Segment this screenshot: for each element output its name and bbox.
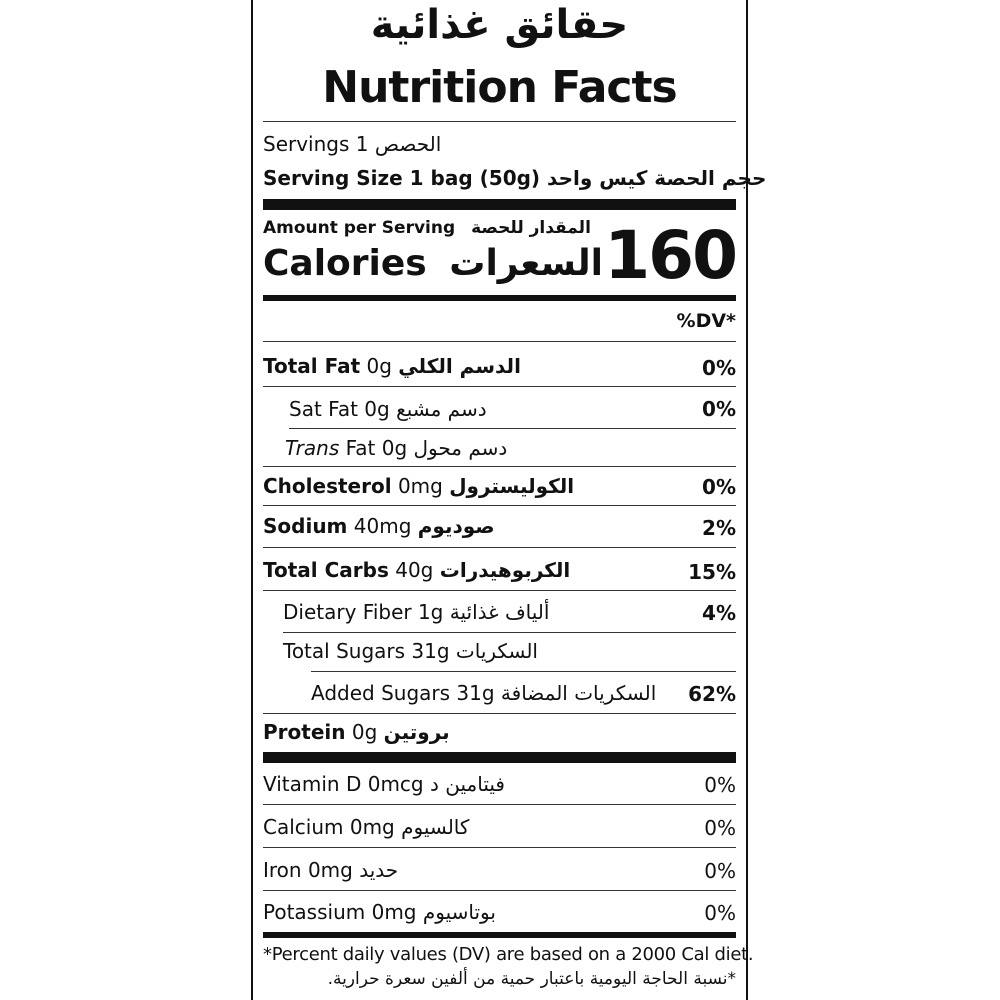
trans-fat-label: Fat 0g — [345, 436, 408, 460]
divider — [263, 713, 736, 714]
sodium-label-ar: صوديوم — [417, 514, 495, 538]
total-sugars-label-ar: السكريات — [455, 639, 538, 663]
cholesterol-label: Cholesterol — [263, 474, 392, 498]
protein-row — [263, 720, 450, 744]
amount-per-serving-label: Amount per Serving — [263, 218, 456, 238]
divider — [263, 890, 736, 891]
fiber-dv: 4% — [702, 601, 736, 625]
vitamin-dv: 0% — [704, 859, 736, 883]
sat-fat-label-ar: دسم مشبع — [396, 397, 487, 421]
vitamin-dv: 0% — [704, 901, 736, 925]
total-fat-label: Total Fat — [263, 354, 361, 378]
vitamin-row — [263, 815, 469, 839]
serving-size-label: Serving Size 1 bag (50g) — [263, 166, 541, 190]
calories-label: Calories — [263, 243, 427, 284]
trans-fat-row — [285, 436, 507, 460]
cholesterol-row — [263, 474, 574, 498]
servings-row — [263, 132, 441, 156]
divider — [263, 341, 736, 342]
added-sugars-dv: 62% — [688, 682, 736, 706]
sodium-amount: 40mg — [353, 514, 412, 538]
cholesterol-amount: 0mg — [397, 474, 443, 498]
vitamin-dv: 0% — [704, 773, 736, 797]
divider — [263, 386, 736, 387]
added-sugars-label: Added Sugars 31g — [311, 681, 495, 705]
total-fat-amount: 0g — [366, 354, 392, 378]
divider — [289, 428, 736, 429]
title-english: Nutrition Facts — [322, 62, 677, 113]
sodium-row — [263, 514, 495, 538]
divider — [311, 671, 736, 672]
sat-fat-dv: 0% — [702, 397, 736, 421]
servings-label: Servings 1 — [263, 132, 369, 156]
vitamin-label-ar: بوتاسيوم — [422, 900, 496, 924]
footnote-arabic: *نسبة الحاجة اليومية باعتبار حمية من ألفين سعرة حرارية. — [327, 969, 736, 989]
vitamin-row — [263, 858, 398, 882]
dv-header: %DV* — [676, 310, 736, 332]
vitamin-label-ar: حديد — [359, 858, 399, 882]
title-arabic: حقائق غذائية — [370, 2, 629, 48]
vitamin-label: Calcium 0mg — [263, 815, 395, 839]
cholesterol-label-ar: الكوليسترول — [449, 474, 575, 498]
protein-label-ar: بروتين — [383, 720, 450, 744]
divider — [263, 547, 736, 548]
total-sugars-label: Total Sugars 31g — [283, 639, 450, 663]
vitamin-row — [263, 900, 496, 924]
divider — [263, 121, 736, 122]
fiber-row — [283, 600, 549, 624]
calories-value: 160 — [604, 217, 736, 294]
amount-per-serving-label-ar: المقدار للحصة — [471, 218, 591, 238]
total-fat-dv: 0% — [702, 356, 736, 380]
trans-fat-italic: Trans — [285, 436, 340, 460]
calories-row — [263, 243, 603, 284]
added-sugars-row — [311, 681, 656, 705]
amount-per-serving-row — [263, 218, 591, 238]
vitamin-row — [263, 772, 505, 796]
thick-divider — [263, 199, 736, 210]
medium-divider — [263, 932, 736, 938]
medium-divider — [263, 295, 736, 301]
serving-size-row — [263, 166, 766, 190]
total-carbs-dv: 15% — [688, 560, 736, 584]
divider — [283, 632, 736, 633]
protein-label: Protein — [263, 720, 346, 744]
added-sugars-label-ar: السكريات المضافة — [500, 681, 657, 705]
total-carbs-label: Total Carbs — [263, 558, 389, 582]
serving-size-label-ar: حجم الحصة كيس واحد — [547, 166, 767, 190]
trans-fat-label-ar: دسم محول — [413, 436, 508, 460]
total-fat-row — [263, 354, 521, 378]
thick-divider — [263, 752, 736, 763]
cholesterol-dv: 0% — [702, 475, 736, 499]
sodium-dv: 2% — [702, 516, 736, 540]
total-fat-label-ar: الدسم الكلي — [398, 354, 521, 378]
vitamin-label: Vitamin D 0mcg — [263, 772, 424, 796]
divider — [263, 847, 736, 848]
vitamin-label-ar: فيتامين د — [429, 772, 505, 796]
sat-fat-label: Sat Fat — [289, 397, 358, 421]
fiber-label-ar: ألياف غذائية — [449, 600, 550, 624]
fiber-label: Dietary Fiber 1g — [283, 600, 444, 624]
vitamin-label-ar: كالسيوم — [401, 815, 470, 839]
vitamin-label: Iron 0mg — [263, 858, 353, 882]
vitamin-dv: 0% — [704, 816, 736, 840]
total-sugars-row — [283, 639, 538, 663]
total-carbs-amount: 40g — [395, 558, 434, 582]
sat-fat-amount: 0g — [364, 397, 390, 421]
servings-label-ar: الحصص — [374, 132, 442, 156]
divider — [263, 505, 736, 506]
divider — [263, 466, 736, 467]
calories-label-ar: السعرات — [449, 243, 604, 284]
vitamin-label: Potassium 0mg — [263, 900, 417, 924]
nutrition-label — [251, 0, 767, 1000]
sat-fat-row — [289, 397, 487, 421]
sodium-label: Sodium — [263, 514, 348, 538]
protein-amount: 0g — [351, 720, 378, 744]
total-carbs-row — [263, 558, 570, 582]
divider — [263, 804, 736, 805]
total-carbs-label-ar: الكربوهيدرات — [439, 558, 571, 582]
divider — [263, 590, 736, 591]
footnote-english: *Percent daily values (DV) are based on a 2000 Cal diet. — [263, 944, 754, 965]
